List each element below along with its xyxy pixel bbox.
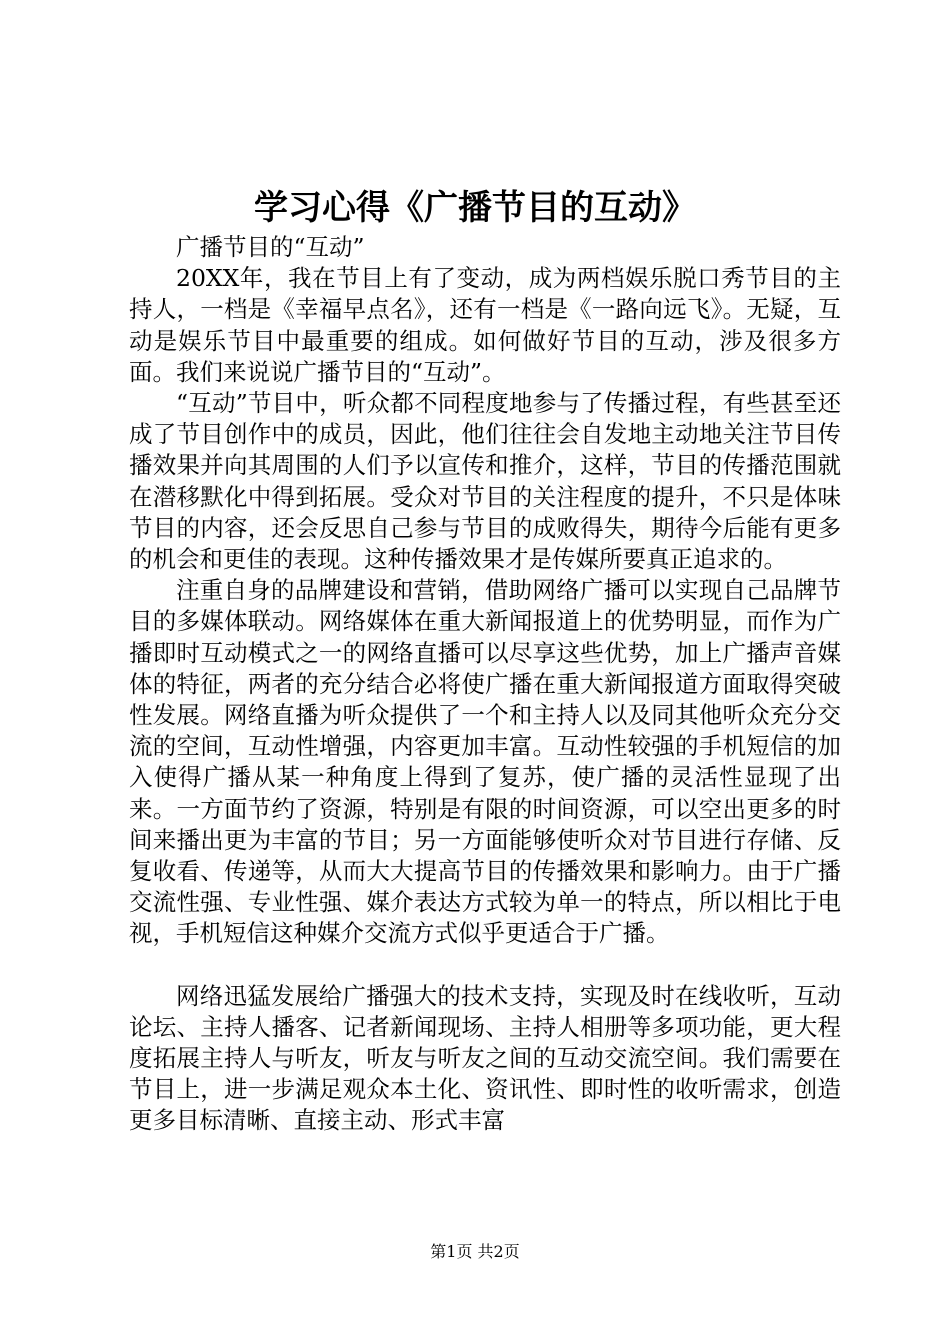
page-footer: 第1页 共2页 [430, 1242, 520, 1261]
document-body [129, 232, 841, 1137]
paragraph-2: “互动”节目中，听众都不同程度地参与了传播过程，有些甚至还成了节目创作中的成员，因此，他们往往会自发地主动地关注节目传播效果并向其周围的人们予以宣传和推介，这样，节目的传播范围就在潜移默化中得到拓展。受众对节目的关注程度的提升，不只是体味节目的内容，还会反思自己参与节目的成败得失，期待今后能有更多的机会和更佳的表现。这种传播效果才是传媒所要真正追求的。 [129, 389, 841, 574]
paragraph-3: 注重自身的品牌建设和营销，借助网络广播可以实现自己品牌节目的多媒体联动。网络媒体在重大新闻报道上的优势明显，而作为广播即时互动模式之一的网络直播可以尽享这些优势，加上广播声音媒体的特征，两者的充分结合必将使广播在重大新闻报道方面取得突破性发展。网络直播为听众提供了一个和主持人以及同其他听众充分交流的空间，互动性增强，内容更加丰富。互动性较强的手机短信的加入使得广播从某一种角度上得到了复苏，使广播的灵活性显现了出来。一方面节约了资源，特别是有限的时间资源，可以空出更多的时间来播出更为丰富的节目；另一方面能够使听众对节目进行存储、反复收看、传递等，从而大大提高节目的传播效果和影响力。由于广播交流性强、专业性强、媒介表达方式较为单一的特点，所以相比于电视，手机短信这种媒介交流方式似乎更适合于广播。 [129, 576, 841, 948]
paragraph-4: 网络迅猛发展给广播强大的技术支持，实现及时在线收听，互动论坛、主持人播客、记者新闻现场、主持人相册等多项功能，更大程度拓展主持人与听友，听友与听友之间的互动交流空间。我们需要在节目上，进一步满足观众本土化、资讯性、即时性的收听需求，创造更多目标清晰、直接主动、形式丰富 [129, 981, 841, 1135]
document-title: 学习心得《广播节目的互动》 [254, 188, 696, 228]
paragraph-1: 20XX年，我在节目上有了变动，成为两档娱乐脱口秀节目的主持人，一档是《幸福早点名》，还有一档是《一路向远飞》。无疑，互动是娱乐节目中最重要的组成。如何做好节目的互动，涉及很多方面。我们来说说广播节目的“互动”。 [129, 264, 841, 386]
paragraph-subtitle: 广播节目的“互动” [176, 233, 365, 261]
